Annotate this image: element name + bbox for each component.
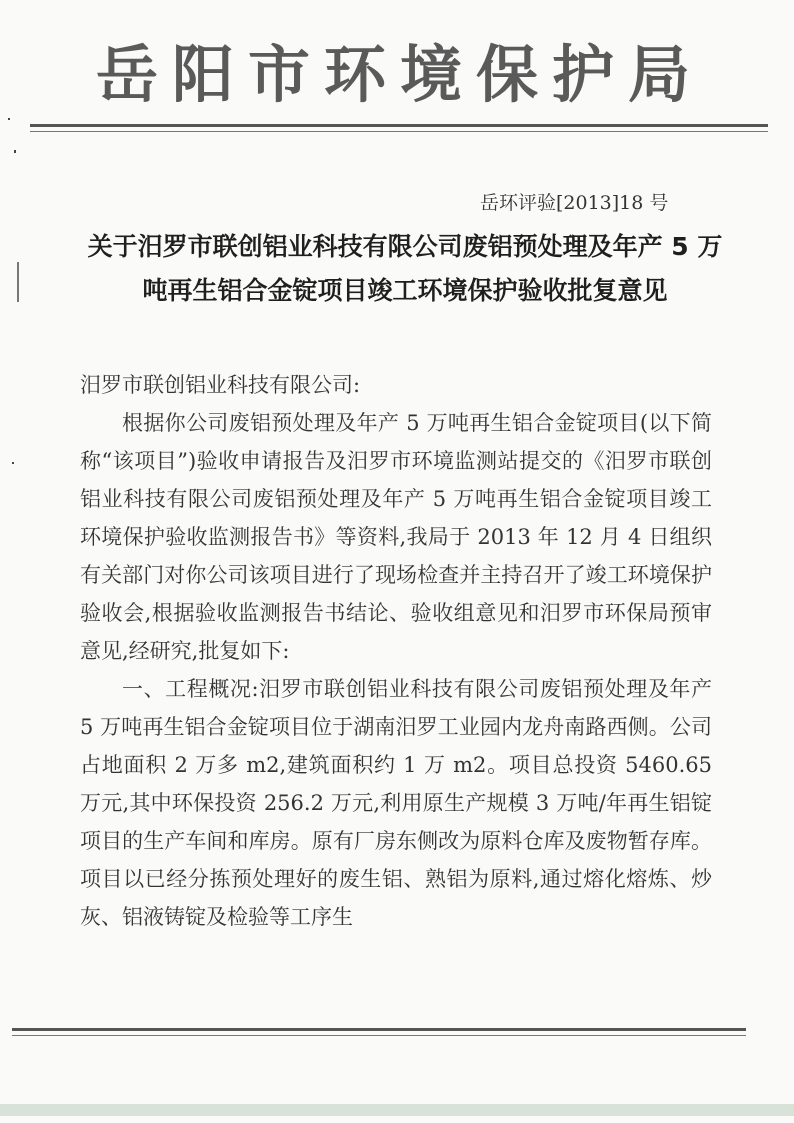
header-rule-thick — [30, 124, 768, 127]
footer-rule-thick — [12, 1028, 746, 1031]
agency-header: 岳阳市环境保护局 — [95, 38, 704, 111]
header-rule-thin — [30, 131, 768, 132]
salutation: 汨罗市联创铝业科技有限公司: — [80, 373, 361, 397]
document-number: 岳环评验[2013]18 号 — [480, 192, 669, 214]
paragraph-project-overview: 一、工程概况:汨罗市联创铝业科技有限公司废铝预处理及年产 5 万吨再生铝合金锭项目位于湖南汨罗工业园内龙舟南路西侧。公司占地面积 2 万多 m2,建筑面积约 1 万 m2。项目总投资 5460.65 万元,其中环保投资 256.2 万元,利用原生产规模 3 万吨/年再生铝锭项目的生产车间和库房。原有厂房东侧改为原料仓库及废物暂存库。项目以已经分拣预处理好的废生铝、熟铝为原料,通过熔化熔炼、炒灰、铝液铸锭及检验等工序生 — [80, 677, 712, 929]
document-title: 关于汨罗市联创铝业科技有限公司废铝预处理及年产 5 万吨再生铝合金锭项目竣工环境保护验收批复意见 — [87, 232, 723, 305]
document-body — [80, 366, 712, 936]
footer-rule-thin — [12, 1035, 746, 1036]
paragraph-basis: 根据你公司废铝预处理及年产 5 万吨再生铝合金锭项目(以下简称“该项目”)验收申请报告及汨罗市环境监测站提交的《汨罗市联创铝业科技有限公司废铝预处理及年产 5 万吨再生铝合金锭项目竣工环境保护验收监测报告书》等资料,我局于 2013 年 12 月 4 日组织有关部门对你公司该项目进行了现场检查并主持召开了竣工环境保护验收会,根据验收监测报告书结论、验收组意见和汨罗市环保局预审意见,经研究,批复如下: — [80, 411, 712, 663]
scan-speck — [17, 262, 19, 302]
scan-footer-band — [0, 1104, 794, 1116]
scan-speck — [8, 118, 10, 120]
scan-speck — [14, 150, 16, 153]
scan-speck — [12, 462, 14, 464]
